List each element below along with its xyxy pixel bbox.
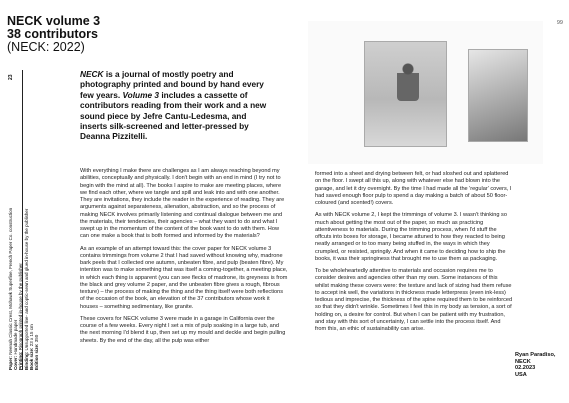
side-number: 23 [8,74,14,80]
paragraph: As with NECK volume 2, I kept the trimmings of volume 3. I wasn't thinking so much about getting the most out of the paper, so much as practicing attentiveness to materials. During the trimming process, when I'd stuff the offcuts into boxes for storage, I became attuned to how they reacted to being neatly arranged or to too many being stuffed in, the ways in which they crumpled, or resisted, springily. And when it came to deciding how to ship the books, it was their springiness that brought me to use them as packaging. [315,212,507,262]
intro-paragraph: NECK is a journal of mostly poetry and photography printed and bound by hand every few years. Volume 3 includes a cassette of contributors reading from their work and a new sound piece by Jefre Cantu-Ledesma, and inserts silk-screened and letter-pressed by Deanna Pizzitelli. [80,69,267,142]
colophon-paper: Paper: Neenah Classic Crest, Mohawk Superfine, French Paper Co. construction [8,207,13,370]
colophon [8,70,39,370]
framed-photo-left [364,41,447,147]
installation-photo [308,21,543,164]
paragraph: With everything I make there are challenges as I am always reaching beyond my abilities, conceptually and physically. I don't begin with an end in mind (I try not to begin with the mind at all). The books I aspire to make are meeting places, where we find each other, where we tangle and spill and leak into and with one another. They are invitations, they include the reader in the experience of reading. They are arguments against separateness, alienation, abstraction, and so the process of making NECK involves primarily listening and continual dialogue between me and the materials, their tendencies, their agencies – what they want to do and what I swept up in the momentum of the content of the book want to do with them. How can one make a book that is both formed and informed by the materials? [80,168,285,240]
text-column-left [80,168,288,350]
author-place: USA [515,371,527,378]
title-line-2: 38 contributors [7,27,98,41]
colophon-binding: Binding: Unsupported line- and coptic-sewn and glued in-house by the publisher [23,208,29,370]
figure-silhouette [397,61,419,101]
page-number: 99 [556,20,563,26]
paragraph: To be wholeheartedly attentive to materials and occasion requires me to consider desires and agencies other than my own. Some instances of this whilst making these covers were: the texture and lack of sizing had them refuse to accept ink well, the variations in thickness made letterpress (even ink-less) tedious and imprecise, the thickness of the spine required them to be reinforced so that they didn't wrinkle. Sometimes I feel this in my body as tension, a sort of holding on, a desire for control. But when I can be patient with my frustration, and stay with this sort of uncertainty, I can settle into the process itself. And from this, an ethic of sustainability can arise. [315,268,513,332]
paragraph: These covers for NECK volume 3 were made in a garage in California over the course of a few weeks. Every night I set a mix of pulp soaking in a large tub, and the next morning I'd blend it up, then set up my mould and deckle and begin pulling sheets. By the end of the day, all the pulp was either [80,315,286,344]
paragraph: formed into a sheet and drying between felt, or had sloshed out and splattered on the floor. I swept all this up, along with whatever else had blown into the garage, and let it dry overnight. By the time I had made all the 'regular' covers, I had saved enough floor pulp to spend a day making a batch of about 50 floor-coloured (and scented!) covers. [315,171,512,206]
text-column-right [315,171,513,338]
page-title [7,15,207,54]
colophon-printing: Printing: Risograph printed in-house by the publisher [18,263,24,370]
colophon-edition: Edition size: 350 [34,334,40,370]
colophon-size: Book size: 23 x 15 cm [28,324,34,370]
author-date: 02.2023 [515,365,536,372]
framed-photo-right [468,49,528,142]
title-line-1: NECK volume 3 [7,14,101,28]
title-line-3: (NECK: 2022) [7,40,85,54]
author-name: Ryan Paradiso, [515,352,556,358]
colophon-cover: Cover: Handmade paper [13,319,19,370]
author-publication: NECK [515,358,531,365]
paragraph: As an example of an attempt toward this: the cover paper for NECK volume 3 contains trimmings from volume 2 that I had saved without knowing why, madrone bark peels that I collected one autumn, unbeaten fibre, and pulp (beaten fibre). My intention was to make something that was itself a coming-together, a meeting place, in which each thing is apparent (you can see flecks of madrone, its greyness is from the black and grey volume 2 paper, and the unbeaten fibre gives a rough, fibrous texture) – the process of making the thing and the thing itself were both reflections of the occasion of the book, an elevation of the 37 contributors whose work it houses – something sedimentary, like granite. [80,245,288,310]
author-signature [515,352,565,378]
